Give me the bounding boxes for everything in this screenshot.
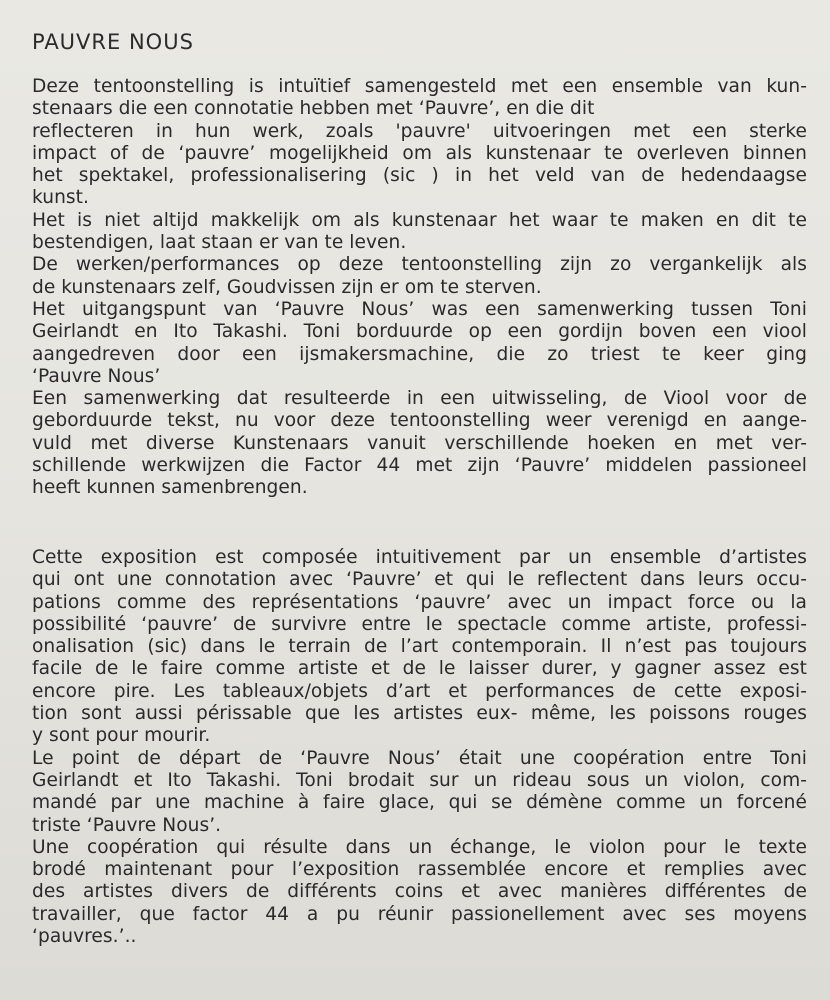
text-line: Cette exposition est composée intuitivement par un ensemble d’artistes [32, 547, 807, 568]
text-line: facile de le faire comme artiste et de le laisser durer, y gagner assez est [32, 658, 807, 680]
text-line: tion sont aussi périssable que les artistes eux- même, les poissons rouges [32, 703, 807, 725]
text-line: de kunstenaars zelf, Goudvissen zijn er om te sterven. [32, 276, 542, 298]
text-line: bestendigen, laat staan er van te leven. [32, 232, 407, 254]
text-line: Een samenwerking dat resulteerde in een uitwisseling, de Viool voor de [32, 388, 807, 410]
text-line: schillende werkwijzen die Factor 44 met zijn ‘Pauvre’ middelen passioneel [32, 455, 807, 477]
text-line: pations comme des représentations ‘pauvre’ avec un impact force ou la [32, 591, 807, 613]
text-line: Une coopération qui résulte dans un échange, le violon pour le texte [32, 836, 807, 858]
text-line: vuld met diverse Kunstenaars vanuit verschillende hoeken en met ver- [32, 432, 807, 454]
text-line: Deze tentoonstelling is intuïtief samengesteld met een ensemble van kun- [32, 76, 807, 97]
text-line: het spektakel, professionalisering (sic ) in het veld van de hedendaagse [32, 165, 807, 187]
text-line: kunst. [32, 187, 89, 209]
text-line: aangedreven door een ijsmakersmachine, die zo triest te keer ging [32, 343, 807, 365]
text-line: y sont pour mourir. [32, 725, 211, 747]
text-line: possibilité ‘pauvre’ de survivre entre le spectacle comme artiste, professi- [32, 613, 807, 635]
french-text-block [32, 547, 807, 948]
text-line: travailler, que factor 44 a pu réunir passionellement avec ses moyens [32, 903, 807, 925]
text-line: encore pire. Les tableaux/objets d’art et performances de cette exposi- [32, 680, 807, 702]
text-line: Le point de départ de ‘Pauvre Nous’ était une coopération entre Toni [32, 747, 807, 769]
text-line: heeft kunnen samenbrengen. [32, 477, 308, 499]
text-line: Geirlandt en Ito Takashi. Toni borduurde op een gordijn boven een viool [32, 321, 807, 343]
text-line: geborduurde tekst, nu voor deze tentoonstelling weer verenigd en aange- [32, 410, 807, 432]
text-line: onalisation (sic) dans le terrain de l’art contemporain. Il n’est pas toujours [32, 636, 807, 658]
text-line: brodé maintenant pour l’exposition rassemblée encore et remplies avec [32, 859, 807, 881]
text-line: stenaars die een connotatie hebben met ‘Pauvre’, en die dit [32, 98, 595, 120]
text-line: triste ‘Pauvre Nous’. [32, 814, 222, 836]
text-line: De werken/performances op deze tentoonstelling zijn zo vergankelijk als [32, 254, 807, 276]
text-line: des artistes divers de différents coins et avec manières différentes de [32, 881, 807, 903]
text-line: mandé par une machine à faire glace, qui se démène comme un forcené [32, 792, 807, 814]
text-line: ‘pauvres.’.. [32, 926, 137, 948]
text-line: Het is niet altijd makkelijk om als kunstenaar het waar te maken en dit te [32, 209, 807, 231]
text-line: impact of de ‘pauvre’ mogelijkheid om als kunstenaar te overleven binnen [32, 142, 807, 164]
text-line: ‘Pauvre Nous’ [32, 365, 161, 387]
page-title: PAUVRE NOUS [32, 30, 194, 54]
text-line: Het uitgangspunt van ‘Pauvre Nous’ was een samenwerking tussen Toni [32, 298, 807, 320]
text-line: Geirlandt et Ito Takashi. Toni brodait sur un rideau sous un violon, com- [32, 769, 807, 791]
dutch-text-block [32, 76, 807, 500]
text-line: reflecteren in hun werk, zoals 'pauvre' uitvoeringen met een sterke [32, 120, 807, 142]
text-line: qui ont une connotation avec ‘Pauvre’ et qui le reflectent dans leurs occu- [32, 569, 807, 591]
